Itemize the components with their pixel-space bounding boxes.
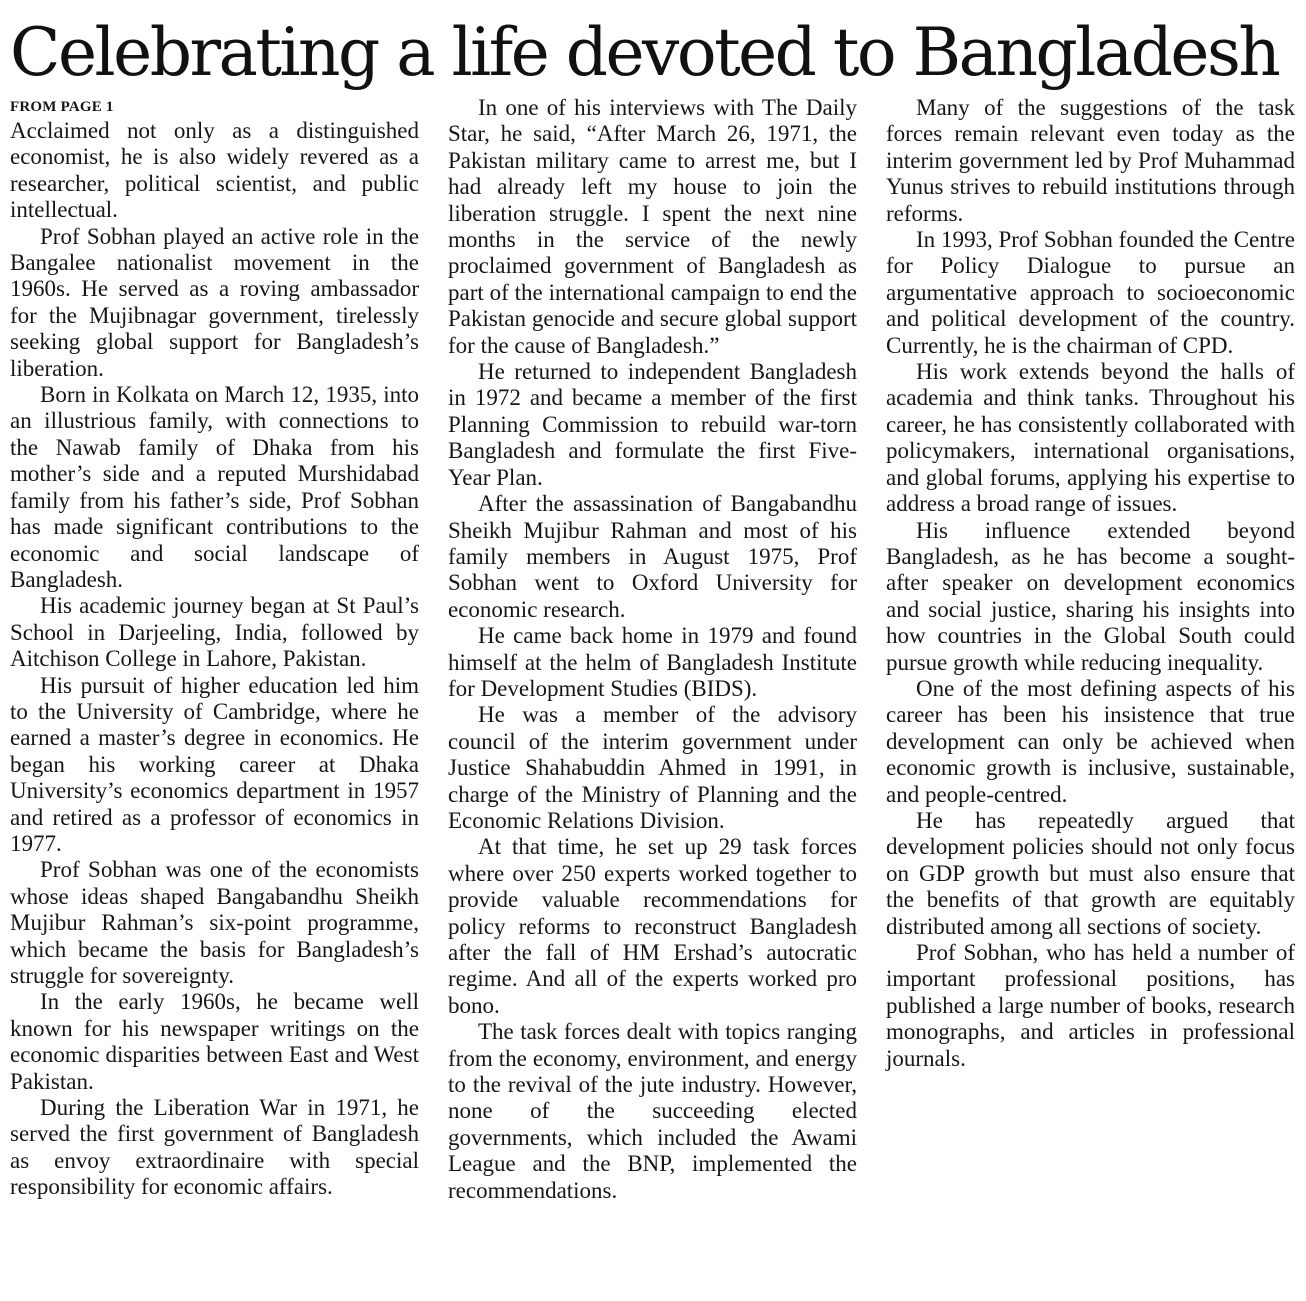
- paragraph: His work extends beyond the halls of academia and think tanks. Throughout his career, he has consistently collaborated with policymakers, international organisations, and global forums, applying his expertise to address a broad range of issues.: [886, 359, 1295, 517]
- paragraph: He returned to independent Bangladesh in 1972 and became a member of the first Planning Commission to rebuild war-torn Bangladesh and formulate the first Five-Year Plan.: [448, 359, 857, 490]
- headline: Celebrating a life devoted to Bangladesh: [10, 14, 1279, 91]
- paragraph: One of the most defining aspects of his career has been his insistence that true development can only be achieved when economic growth is inclusive, sustainable, and people-centred.: [886, 675, 1295, 807]
- paragraph: Many of the suggestions of the task forces remain relevant even today as the interim government led by Prof Muhammad Yunus strives to rebuild institutions through reforms.: [886, 95, 1295, 226]
- paragraph: Prof Sobhan was one of the economists whose ideas shaped Bangabandhu Sheikh Mujibur Rahman’s six-point programme, which became the basis for Bangladesh’s struggle for sovereignty.: [10, 857, 419, 988]
- paragraph: His pursuit of higher education led him to the University of Cambridge, where he earned a master’s degree in economics. He began his working career at Dhaka University’s economics department in 1957 and retired as a professor of economics in 1977.: [10, 672, 419, 856]
- paragraph: In 1993, Prof Sobhan founded the Centre for Policy Dialogue to pursue an argumentative approach to socioeconomic and political development of the country. Currently, he is the chairman of CPD.: [886, 227, 1295, 358]
- paragraph: In one of his interviews with The Daily Star, he said, “After March 26, 1971, the Pakistan military came to arrest me, but I had already left my house to join the liberation struggle. I spent the next nine months in the service of the newly proclaimed government of Bangladesh as part of the international campaign to end the Pakistan genocide and secure global support for the cause of Bangladesh.”: [448, 95, 857, 358]
- paragraph: Acclaimed not only as a distinguished economist, he is also widely revered as a researcher, political scientist, and public intellectual.: [10, 118, 419, 223]
- paragraph: He has repeatedly argued that development policies should not only focus on GDP growth but must also ensure that the benefits of that growth are equitably distributed among all sections of society.: [886, 807, 1295, 939]
- kicker: FROM PAGE 1: [10, 99, 114, 115]
- paragraph: After the assassination of Bangabandhu Sheikh Mujibur Rahman and most of his family members in August 1975, Prof Sobhan went to Oxford University for economic research.: [448, 491, 857, 622]
- paragraph: During the Liberation War in 1971, he served the first government of Bangladesh as envoy extraordinaire with special responsibility for economic affairs.: [10, 1095, 419, 1200]
- article-column-3: [886, 95, 1295, 1072]
- paragraph: In the early 1960s, he became well known for his newspaper writings on the economic disparities between East and West Pakistan.: [10, 989, 419, 1094]
- paragraph: His influence extended beyond Bangladesh, as he has become a sought-after speaker on development economics and social justice, sharing his insights into how countries in the Global South could pursue growth while reducing inequality.: [886, 517, 1295, 675]
- paragraph: He came back home in 1979 and found himself at the helm of Bangladesh Institute for Development Studies (BIDS).: [448, 623, 857, 701]
- article-column-1: [10, 97, 419, 1201]
- paragraph: Prof Sobhan played an active role in the Bangalee nationalist movement in the 1960s. He served as a roving ambassador for the Mujibnagar government, tirelessly seeking global support for Bangladesh’s liberation.: [10, 223, 419, 381]
- paragraph: Born in Kolkata on March 12, 1935, into an illustrious family, with connections to the Nawab family of Dhaka from his mother’s side and a reputed Murshidabad family from his father’s side, Prof Sobhan has made significant contributions to the economic and social landscape of Bangladesh.: [10, 382, 419, 592]
- paragraph: He was a member of the advisory council of the interim government under Justice Shahabuddin Ahmed in 1991, in charge of the Ministry of Planning and the Economic Relations Division.: [448, 702, 857, 833]
- paragraph: At that time, he set up 29 task forces where over 250 experts worked together to provide valuable recommendations for policy reforms to reconstruct Bangladesh after the fall of HM Ershad’s autocratic regime. And all of the experts worked pro bono.: [448, 834, 857, 1018]
- paragraph: Prof Sobhan, who has held a number of important professional positions, has published a large number of books, research monographs, and articles in professional journals.: [886, 940, 1295, 1071]
- paragraph: His academic journey began at St Paul’s School in Darjeeling, India, followed by Aitchison College in Lahore, Pakistan.: [10, 593, 419, 672]
- article-column-2: [448, 95, 857, 1204]
- paragraph: The task forces dealt with topics ranging from the economy, environment, and energy to the revival of the jute industry. However, none of the succeeding elected governments, which included the Awami League and the BNP, implemented the recommendations.: [448, 1019, 857, 1203]
